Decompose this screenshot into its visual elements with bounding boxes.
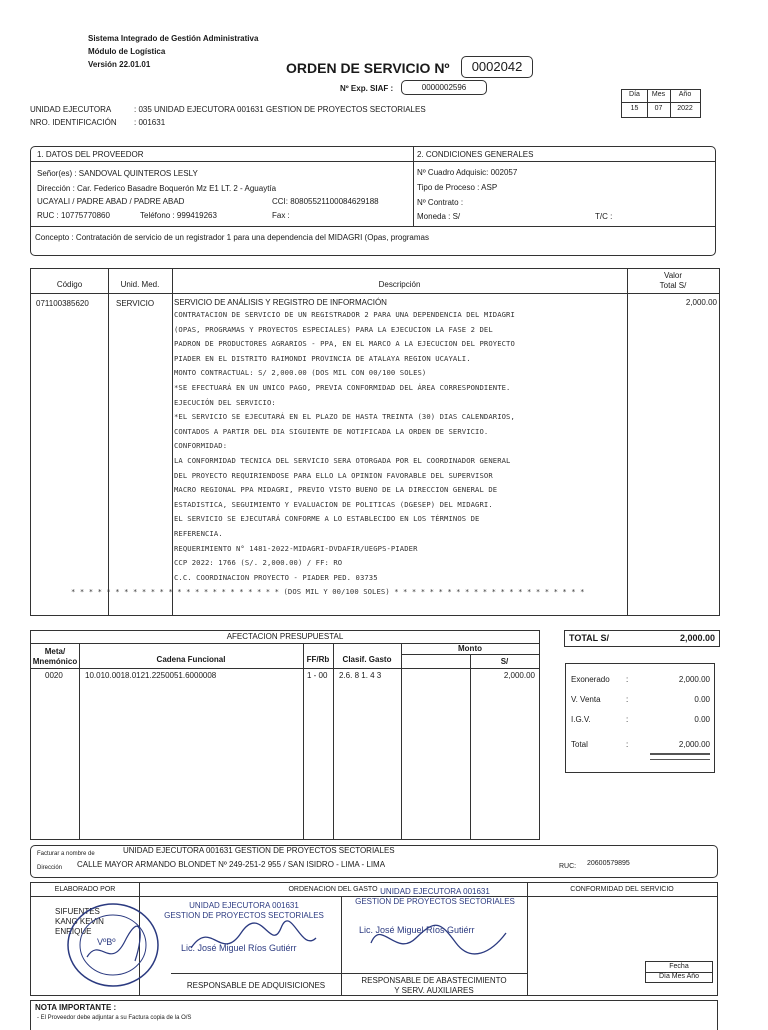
description-line: ESTADISTICA, SEGUIMIENTO Y EVALUACION DE POLITICAS (DGESEP) DEL MIDAGRI. [174, 499, 493, 509]
exonerado-value: 2,000.00 [678, 675, 710, 684]
date-header-day: Día [629, 91, 640, 98]
item-description [174, 310, 624, 587]
igv-label: I.G.V. [571, 715, 591, 724]
description-line: MONTO CONTRACTUAL: S/ 2,000.00 (DOS MIL CON 00/100 SOLES) [174, 368, 427, 378]
tipo-proceso: Tipo de Proceso : ASP [417, 183, 498, 192]
description-line: PADRON DE PRODUCTORES AGRARIOS - PPA, EN EL MARCO A LA EJECUCION DEL PROYECTO [174, 339, 515, 349]
ordenacion-header: ORDENACION DEL GASTO [288, 886, 378, 893]
facturar-label: Facturar a nombre de [37, 851, 95, 857]
venta-label: V. Venta [571, 695, 601, 704]
budget-title: AFECTACION PRESUPUESTAL [226, 632, 344, 641]
budget-ffrb: 1 - 00 [307, 671, 328, 680]
breakdown-box: Exonerado : 2,000.00 V. Venta : 0.00 I.G.V. : 0.00 Total : 2,000.00 [565, 663, 715, 773]
facturar-value: UNIDAD EJECUTORA 001631 GESTION DE PROYECTOS SECTORIALES [123, 846, 395, 855]
items-table [30, 268, 720, 616]
provider-ruc: RUC : 10775770860 [37, 211, 110, 220]
col-header-valor: Valor [663, 271, 683, 280]
resp-adquisiciones: RESPONSABLE DE ADQUISICIONES [186, 981, 326, 990]
provider-section [30, 146, 716, 256]
unit-label: UNIDAD EJECUTORA [30, 105, 112, 114]
page-title: ORDEN DE SERVICIO Nº [286, 60, 450, 76]
budget-header-soles: S/ [500, 657, 509, 666]
venta-value: 0.00 [694, 695, 710, 704]
igv-value: 0.00 [694, 715, 710, 724]
stamp2-name: Lic. José Miguel Ríos Gutiérr [359, 925, 475, 935]
siaf-label: Nº Exp. SIAF : [340, 84, 394, 93]
exonerado-label: Exonerado [571, 675, 610, 684]
description-line: MACRO REGIONAL PPA MIDAGRI, PREVIO VISTO BUENO DE LA DIRECCION GENERAL DE [174, 485, 498, 495]
total-underline [650, 753, 710, 760]
total-in-words: * * * * * * * * * * * * * * * * * * * * * * * * (DOS MIL Y 00/100 SOLES) * * * * * * * * * * * * * * * * * * * * * * [71, 587, 585, 596]
total-label: TOTAL S/ [569, 633, 610, 643]
description-line: EL SERVICIO SE EJECUTARÁ CONFORME A LO ESTABLECIDO EN LOS TÉRMINOS DE [174, 514, 480, 524]
notes-line1: - El Proveedor debe adjuntar a su Factura copia de la O/S [37, 1015, 192, 1021]
date-header-month: Mes [651, 91, 666, 98]
id-value: : 001631 [134, 118, 166, 127]
stamp2-text: UNIDAD EJECUTORA 001631 GESTION DE PROYECTOS SECTORIALES [355, 887, 515, 906]
description-line: (OPAS, PROGRAMAS Y PROYECTOS ESPECIALES) PARA LA EJECUCION LA FASE 2 DEL [174, 324, 493, 334]
signatures-box [30, 882, 718, 996]
budget-header-cadena: Cadena Funcional [156, 655, 226, 664]
vb-label: VºBº [97, 937, 116, 947]
description-line: CCP 2022: 1766 (S/. 2,000.00) / FF: RO [174, 558, 343, 568]
date-day: 15 [630, 105, 639, 112]
item-code: 071100385620 [36, 299, 89, 308]
item-value: 2,000.00 [685, 298, 717, 307]
budget-cadena: 10.010.0018.0121.2250051.6000008 [85, 671, 217, 680]
col-header-descripcion: Descripción [378, 280, 421, 289]
provider-location: UCAYALI / PADRE ABAD / PADRE ABAD [37, 197, 185, 206]
final-total-value: 2,000.00 [678, 740, 710, 749]
ruc-value: 20600579895 [587, 860, 630, 867]
provider-address: Dirección : Car. Federico Basadre Boquerón Mz E1 LT. 2 - Aguaytía [37, 184, 277, 193]
description-line: EJECUCIÓN DEL SERVICIO: [174, 397, 276, 407]
col-header-unid: Unid. Med. [120, 280, 160, 289]
description-line: PIADER EN EL DISTRITO RAIMONDI PROVINCIA DE ATALAYA REGION UCAYALI. [174, 353, 471, 363]
description-line: LA CONFORMIDAD TECNICA DEL SERVICIO SERA OTORGADA POR EL COORDINADOR GENERAL [174, 455, 511, 465]
system-name: Sistema Integrado de Gestión Administrativa [88, 34, 259, 43]
fecha-box [645, 961, 713, 983]
provider-cci: CCI: 80805521100084629188 [272, 197, 379, 206]
signature2-icon [361, 913, 511, 963]
budget-header-clasif: Clasif. Gasto [342, 655, 392, 664]
fecha-label: Fecha [669, 963, 689, 970]
ruc-label: RUC: [559, 863, 577, 870]
budget-header-mnemonico: Mnemónico [32, 657, 78, 666]
siaf-number: 0000002596 [401, 80, 487, 95]
col-header-codigo: Código [56, 280, 83, 289]
description-line: CONTRATACION DE SERVICIO DE UN REGISTRADOR 2 PARA UNA DEPENDENCIA DEL MIDAGRI [174, 310, 515, 319]
provider-phone: Teléfono : 999419263 [140, 211, 217, 220]
numero-contrato: Nº Contrato : [417, 198, 464, 207]
billing-box [30, 845, 718, 878]
concepto: Concepto : Contratación de servicio de un registrador 1 para una dependencia del MIDAGRI (Opas, programas [35, 233, 429, 242]
description-line: *EL SERVICIO SE EJECUTARÁ EN EL PLAZO DE HASTA TREINTA (30) DIAS CALENDARIOS, [174, 412, 515, 422]
budget-meta: 0020 [45, 671, 63, 680]
description-line: CONFORMIDAD: [174, 441, 228, 451]
item-unit: SERVICIO [116, 299, 155, 308]
fecha-cols: Día Mes Año [658, 973, 700, 980]
resp-abastecimiento: RESPONSABLE DE ABASTECIMIENTO Y SERV. AUXILIARES [361, 976, 507, 995]
description-line: DEL PROYECTO REQUIRIENDOSE PARA ELLO LA OPINION FAVORABLE DEL SUPERVISOR [174, 470, 493, 480]
date-box [621, 89, 701, 118]
budget-monto: 2,000.00 [503, 671, 535, 680]
stamp1-text: UNIDAD EJECUTORA 001631 GESTION DE PROYECTOS SECTORIALES [164, 901, 324, 920]
tipo-cambio: T/C : [595, 212, 613, 221]
col-header-total: Total S/ [659, 281, 687, 290]
item-title: SERVICIO DE ANÁLISIS Y REGISTRO DE INFORMACIÓN [174, 298, 387, 307]
moneda: Moneda : S/ [417, 212, 461, 221]
total-box [564, 630, 720, 647]
final-total-label: Total [571, 740, 588, 749]
description-line: REFERENCIA. [174, 528, 223, 538]
description-line: CONTADOS A PARTIR DEL DIA SIGUIENTE DE NOTIFICADA LA ORDEN DE SERVICIO. [174, 426, 489, 436]
version-label: Versión 22.01.01 [88, 60, 151, 69]
description-line: *SE EFECTUARÁ EN UN UNICO PAGO, PREVIA CONFORMIDAD DEL ÁREA CORRESPONDIENTE. [174, 382, 511, 392]
direccion-label: Dirección [37, 865, 63, 871]
description-line: REQUERIMIENTO N° 1481-2022-MIDAGRI-DVDAFIR/UEGPS-PIADER [174, 543, 418, 553]
notes-title: NOTA IMPORTANTE : [35, 1003, 117, 1012]
order-number: 0002042 [461, 56, 533, 78]
direccion-value: CALLE MAYOR ARMANDO BLONDET Nº 249-251-2 955 / SAN ISIDRO - LIMA - LIMA [77, 860, 386, 869]
elaborado-name: SIFUENTES KANG KEVIN ENRIQUE [55, 907, 104, 936]
budget-header-ffrb: FF/Rb [306, 655, 330, 664]
date-header-year: Año [678, 91, 692, 98]
description-line: C.C. COORDINACION PROYECTO - PIADER PED. 03735 [174, 572, 378, 582]
provider-name: Señor(es) : SANDOVAL QUINTEROS LESLY [37, 169, 198, 178]
id-label: NRO. IDENTIFICACIÓN [30, 118, 117, 127]
stamp1-name: Lic. José Miguel Ríos Gutiérr [181, 943, 297, 953]
module-name: Módulo de Logística [88, 47, 166, 56]
notes-box [30, 1000, 718, 1030]
provider-fax: Fax : [272, 211, 290, 220]
date-year: 2022 [677, 105, 693, 112]
signature1-icon [181, 913, 321, 963]
date-month: 07 [654, 105, 663, 112]
unit-value: : 035 UNIDAD EJECUTORA 001631 GESTION DE PROYECTOS SECTORIALES [134, 105, 426, 114]
budget-table [30, 630, 540, 840]
provider-section-title: 1. DATOS DEL PROVEEDOR [37, 150, 144, 159]
cuadro-adquisic: Nº Cuadro Adquisic: 002057 [417, 168, 518, 177]
budget-header-meta: Meta/ [44, 647, 66, 656]
total-value: 2,000.00 [679, 633, 715, 643]
budget-header-monto: Monto [458, 644, 482, 653]
budget-clasif: 2.6. 8 1. 4 3 [339, 671, 382, 680]
elaborado-header: ELABORADO POR [54, 886, 116, 893]
conformidad-header: CONFORMIDAD DEL SERVICIO [570, 886, 674, 893]
conditions-section-title: 2. CONDICIONES GENERALES [417, 150, 534, 159]
